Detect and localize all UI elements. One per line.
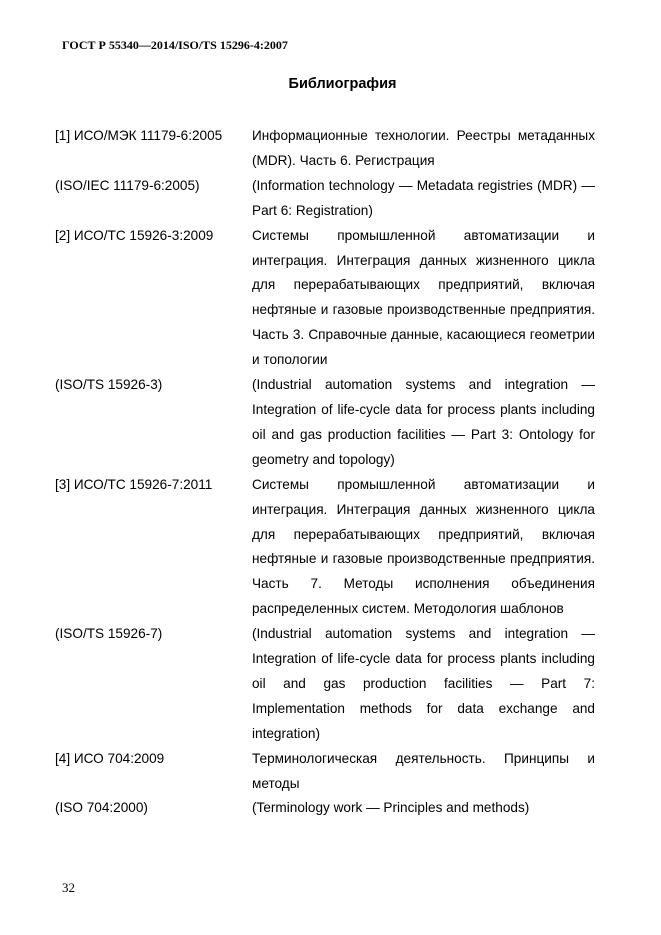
bibliography-entry: [55, 224, 595, 373]
bibliography-entry: [55, 796, 595, 821]
bibliography-entry: [55, 622, 595, 747]
entry-reference: (ISO/TS 15926-3): [55, 377, 163, 393]
entry-description: (Information technology — Metadata registries (MDR) — Part 6: Registration): [252, 177, 595, 218]
entry-reference: [4] ИСО 704:2009: [55, 750, 165, 766]
page-number: 32: [62, 880, 75, 895]
bibliography-entry: [55, 124, 595, 174]
entry-reference: (ISO/TS 15926-7): [55, 626, 163, 642]
bibliography-entry: [55, 174, 595, 224]
entry-reference: [2] ИСО/ТС 15926-3:2009: [55, 227, 214, 243]
document-header: ГОСТ Р 55340—2014/ISO/TS 15296-4:2007: [62, 38, 288, 52]
entry-description: Информационные технологии. Реестры метаданных (MDR). Часть 6. Регистрация: [252, 128, 595, 168]
bibliography-entry: [55, 373, 595, 473]
entry-description: (Industrial automation systems and integration — Integration of life-cycle data for process plants including oil and gas production facilities — Part 7: Implementation methods for data exchange and integration): [252, 626, 595, 741]
entry-description: Системы промышленной автоматизации и интеграция. Интеграция данных жизненного цикла для перерабатывающих предприятий, включая нефтяные и газовые производственные предприятия. Часть 7. Методы исполнения объединения распределенных систем. Методология шаблонов: [252, 476, 595, 617]
entry-reference: (ISO/IEC 11179-6:2005): [55, 177, 200, 193]
entry-description: (Terminology work — Principles and methods): [252, 800, 530, 816]
entry-description: Системы промышленной автоматизации и интеграция. Интеграция данных жизненного цикла для перерабатывающих предприятий, включая нефтяные и газовые производственные предприятия. Часть 3. Справочные данные, касающиеся геометрии и топологии: [252, 227, 595, 368]
entry-reference: [1] ИСО/МЭК 11179-6:2005: [55, 128, 223, 143]
bibliography-list: [55, 124, 595, 821]
page-title: Библиография: [288, 76, 397, 92]
bibliography-entry: [55, 473, 595, 622]
entry-reference: [3] ИСО/ТС 15926-7:2011: [55, 476, 213, 492]
entry-description: Терминологическая деятельность. Принципы и методы: [252, 750, 595, 791]
entry-reference: (ISO 704:2000): [55, 800, 148, 816]
entry-description: (Industrial automation systems and integration — Integration of life-cycle data for process plants including oil and gas production facilities — Part 3: Ontology for geometry and topology): [252, 377, 595, 467]
bibliography-entry: [55, 747, 595, 797]
